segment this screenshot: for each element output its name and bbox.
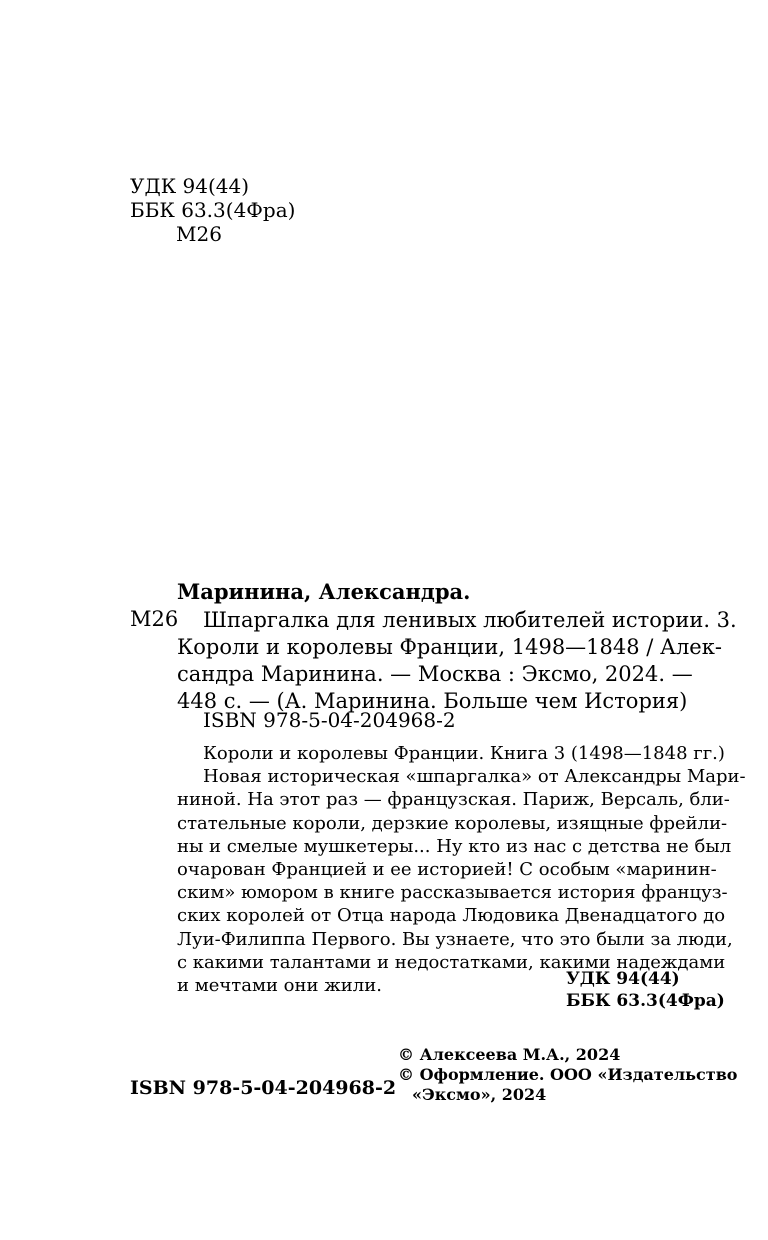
annotation-line: Короли и королевы Франции. Книга 3 (1498—1848 гг.) <box>203 743 725 764</box>
bbk-code: ББК 63.3(4Фра) <box>130 198 296 222</box>
copyright-line: © Оформление. ООО «Издательство <box>398 1065 738 1084</box>
udk-code: УДК 94(44) <box>566 969 680 989</box>
annotation-line: ским» юмором в книге рассказывается история француз- <box>177 882 728 904</box>
bbk-code: ББК 63.3(4Фра) <box>566 991 725 1011</box>
description-line: Короли и королевы Франции, 1498—1848 / Алек- <box>177 635 722 659</box>
classification-codes-header <box>130 174 295 246</box>
annotation-line: ны и смелые мушкетеры... Ну кто из нас с детства не был <box>177 835 732 857</box>
classification-codes-footer <box>566 968 725 1012</box>
annotation-line: стательные короли, дерзкие королевы, изящные фрейли- <box>177 812 728 834</box>
annotation-line: Новая историческая «шпаргалка» от Александры Мари- <box>203 766 746 788</box>
annotation-line: с какими талантами и недостатками, какими надеждами <box>177 951 726 973</box>
copyright-line: © Алексеева М.А., 2024 <box>398 1045 621 1064</box>
annotation-line: очарован Францией и ее историей! С особым «маринин- <box>177 859 717 881</box>
copyright-line: «Эксмо», 2024 <box>412 1085 547 1104</box>
record-isbn: ISBN 978-5-04-204968-2 <box>203 708 456 732</box>
annotation-line: ниной. На этот раз — французская. Париж, Версаль, бли- <box>177 789 730 811</box>
annotation-line: Луи-Филиппа Первого. Вы узнаете, что это были за люди, <box>177 928 733 950</box>
copyright-block <box>398 1045 737 1105</box>
description-line: 448 с. — (А. Маринина. Больше чем История) <box>177 689 688 713</box>
footer-isbn: ISBN 978-5-04-204968-2 <box>130 1077 397 1099</box>
udk-code: УДК 94(44) <box>130 174 250 198</box>
record-author: Маринина, Александра. <box>177 579 471 604</box>
description-line: сандра Маринина. — Москва : Эксмо, 2024. — <box>177 662 693 686</box>
description-line: Шпаргалка для ленивых любителей истории. 3. <box>203 608 737 632</box>
record-description <box>177 607 737 715</box>
author-mark: М26 <box>176 222 222 246</box>
annotation-line: ских королей от Отца народа Людовика Двенадцатого до <box>177 905 726 927</box>
annotation <box>177 742 746 997</box>
annotation-line: и мечтами они жили. <box>177 975 382 997</box>
record-author-mark: М26 <box>130 607 179 631</box>
